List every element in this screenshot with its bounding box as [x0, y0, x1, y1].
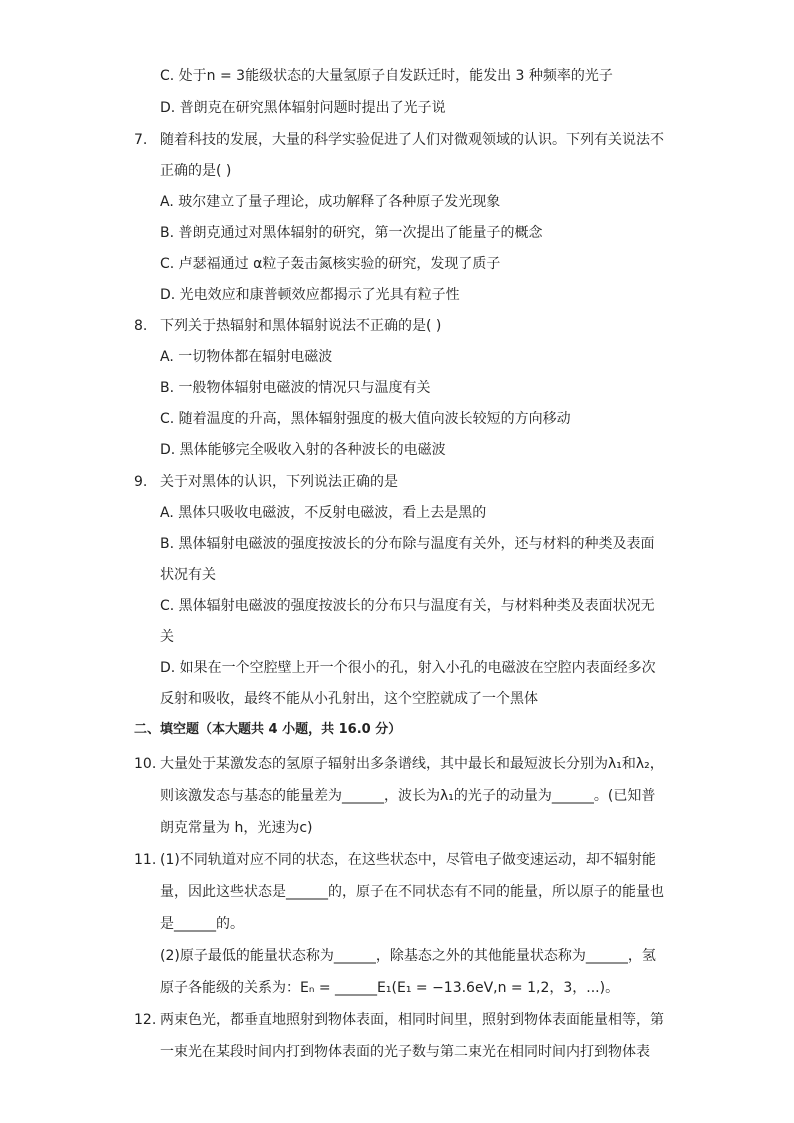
q6-option-c: C. 处于n = 3能级状态的大量氢原子自发跃迁时，能发出 3 种频率的光子 — [160, 68, 613, 84]
q6-option-d: D. 普朗克在研究黑体辐射问题时提出了光子说 — [160, 100, 446, 116]
q10-line2: 则该激发态与基态的能量差为______，波长为λ₁的光子的动量为______。(已知普 — [160, 788, 656, 804]
q7-option-d: D. 光电效应和康普顿效应都揭示了光具有粒子性 — [160, 287, 460, 303]
q9-option-b-line1: B. 黑体辐射电磁波的强度按波长的分布除与温度有关外，还与材料的种类及表面 — [160, 536, 655, 552]
q8-number: 8. — [134, 318, 148, 334]
q10-line3: 朗克常量为 h，光速为c) — [160, 820, 313, 836]
q11-part1-line3: 是______的。 — [160, 916, 244, 932]
q8-option-a: A. 一切物体都在辐射电磁波 — [160, 349, 333, 365]
q11-part2-line2: 原子各能级的关系为：Eₙ = ______E₁(E₁ = −13.6eV,n = 1,2，3，...)。 — [160, 980, 620, 996]
q7-option-c: C. 卢瑟福通过 α粒子轰击氮核实验的研究，发现了质子 — [160, 256, 501, 272]
q11-part1-line1: (1)不同轨道对应不同的状态，在这些状态中，尽管电子做变速运动，却不辐射能 — [160, 852, 656, 868]
q9-number: 9. — [134, 474, 148, 490]
q9-option-d-line2: 反射和吸收，最终不能从小孔射出，这个空腔就成了一个黑体 — [160, 691, 538, 707]
section-title: 二、填空题（本大题共 4 小题，共 16.0 分） — [134, 722, 402, 737]
q10-number: 10. — [134, 756, 157, 772]
q9-option-d-line1: D. 如果在一个空腔壁上开一个很小的孔，射入小孔的电磁波在空腔内表面经多次 — [160, 660, 656, 676]
q9-option-c-line2: 关 — [160, 629, 174, 645]
q7-number: 7. — [134, 132, 148, 148]
q8-option-b: B. 一般物体辐射电磁波的情况只与温度有关 — [160, 380, 431, 396]
q11-part2-line1: (2)原子最低的能量状态称为______，除基态之外的其他能量状态称为______，氢 — [160, 948, 656, 964]
q8-stem: 下列关于热辐射和黑体辐射说法不正确的是( ) — [160, 318, 442, 334]
q8-option-d: D. 黑体能够完全吸收入射的各种波长的电磁波 — [160, 442, 446, 458]
q8-option-c: C. 随着温度的升高，黑体辐射强度的极大值向波长较短的方向移动 — [160, 411, 571, 427]
q7-stem-line2: 正确的是( ) — [160, 163, 232, 179]
q7-option-a: A. 玻尔建立了量子理论，成功解释了各种原子发光现象 — [160, 194, 501, 210]
q9-option-a: A. 黑体只吸收电磁波，不反射电磁波，看上去是黑的 — [160, 505, 487, 521]
q7-option-b: B. 普朗克通过对黑体辐射的研究，第一次提出了能量子的概念 — [160, 225, 543, 241]
q12-line1: 两束色光，都垂直地照射到物体表面，相同时间里，照射到物体表面能量相等，第 — [160, 1012, 664, 1028]
q9-option-c-line1: C. 黑体辐射电磁波的强度按波长的分布只与温度有关，与材料种类及表面状况无 — [160, 598, 655, 614]
q9-stem: 关于对黑体的认识，下列说法正确的是 — [160, 474, 398, 490]
q12-line2: 一束光在某段时间内打到物体表面的光子数与第二束光在相同时间内打到物体表 — [160, 1044, 650, 1060]
q7-stem-line1: 随着科技的发展，大量的科学实验促进了人们对微观领域的认识。下列有关说法不 — [160, 132, 664, 148]
q11-number: 11. — [134, 852, 157, 868]
q12-number: 12. — [134, 1012, 157, 1028]
q11-part1-line2: 量，因此这些状态是______的，原子在不同状态有不同的能量，所以原子的能量也 — [160, 884, 664, 900]
q9-option-b-line2: 状况有关 — [160, 567, 216, 583]
q10-line1: 大量处于某激发态的氢原子辐射出多条谱线，其中最长和最短波长分别为λ₁和λ₂， — [160, 756, 664, 772]
